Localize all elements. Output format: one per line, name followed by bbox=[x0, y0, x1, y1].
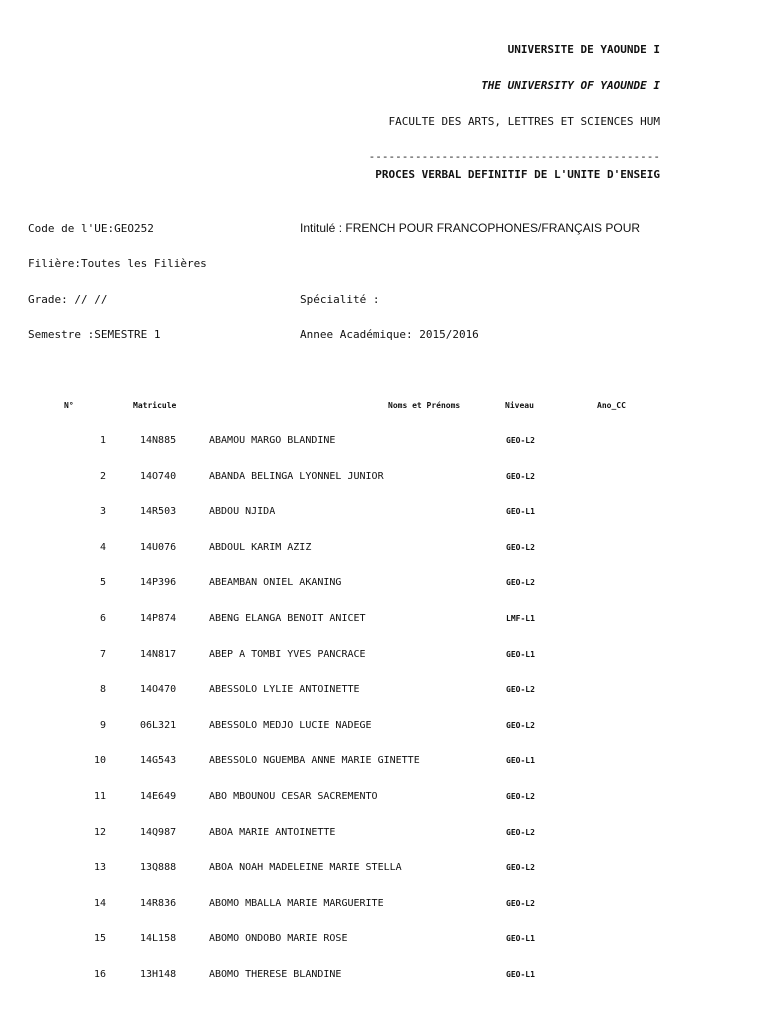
row-student-name: ABDOUL KARIM AZIZ bbox=[209, 542, 312, 553]
ue-title: Intitulé : FRENCH POUR FRANCOPHONES/FRANÇAIS POUR bbox=[300, 221, 641, 235]
row-niveau: GEO-L2 bbox=[506, 543, 535, 552]
col-header-ano-cc: Ano_CC bbox=[597, 401, 626, 410]
faculty-name: FACULTE DES ARTS, LETTRES ET SCIENCES HUM bbox=[388, 115, 660, 128]
row-student-name: ABENG ELANGA BENOIT ANICET bbox=[209, 613, 366, 624]
document-title: PROCES VERBAL DEFINITIF DE L'UNITE D'ENSEIG bbox=[375, 168, 660, 181]
row-matricule: 14U076 bbox=[140, 542, 177, 553]
row-niveau: GEO-L2 bbox=[506, 578, 535, 587]
filiere: Filière:Toutes les Filières bbox=[28, 257, 207, 270]
row-matricule: 14E649 bbox=[140, 791, 177, 802]
row-number: 3 bbox=[99, 506, 106, 517]
row-number: 9 bbox=[99, 720, 106, 731]
row-matricule: 06L321 bbox=[140, 720, 177, 731]
row-number: 5 bbox=[99, 577, 106, 588]
row-number: 2 bbox=[99, 471, 106, 482]
row-number: 6 bbox=[99, 613, 106, 624]
annee-academique: Annee Académique: 2015/2016 bbox=[300, 328, 479, 341]
row-student-name: ABDOU NJIDA bbox=[209, 506, 276, 517]
row-number: 13 bbox=[93, 862, 106, 873]
row-niveau: GEO-L1 bbox=[506, 756, 535, 765]
row-niveau: GEO-L2 bbox=[506, 792, 535, 801]
row-number: 14 bbox=[93, 898, 106, 909]
row-niveau: LMF-L1 bbox=[506, 614, 535, 623]
row-student-name: ABOMO MBALLA MARIE MARGUERITE bbox=[209, 898, 384, 909]
university-name-fr: UNIVERSITE DE YAOUNDE I bbox=[507, 43, 660, 56]
row-student-name: ABOA NOAH MADELEINE MARIE STELLA bbox=[209, 862, 402, 873]
ue-code: Code de l'UE:GEO252 bbox=[28, 222, 154, 235]
row-matricule: 14Q987 bbox=[140, 827, 177, 838]
row-matricule: 14L158 bbox=[140, 933, 177, 944]
row-niveau: GEO-L2 bbox=[506, 472, 535, 481]
row-niveau: GEO-L2 bbox=[506, 863, 535, 872]
row-niveau: GEO-L2 bbox=[506, 899, 535, 908]
row-matricule: 14G543 bbox=[140, 755, 177, 766]
row-matricule: 13H148 bbox=[140, 969, 177, 980]
row-niveau: GEO-L1 bbox=[506, 507, 535, 516]
row-student-name: ABOMO THERESE BLANDINE bbox=[209, 969, 342, 980]
row-matricule: 14O740 bbox=[140, 471, 177, 482]
row-student-name: ABESSOLO MEDJO LUCIE NADEGE bbox=[209, 720, 372, 731]
row-student-name: ABEP A TOMBI YVES PANCRACE bbox=[209, 649, 366, 660]
row-student-name: ABOMO ONDOBO MARIE ROSE bbox=[209, 933, 348, 944]
row-number: 7 bbox=[99, 649, 106, 660]
row-number: 10 bbox=[93, 755, 106, 766]
row-niveau: GEO-L1 bbox=[506, 970, 535, 979]
row-matricule: 14O470 bbox=[140, 684, 177, 695]
row-matricule: 13Q888 bbox=[140, 862, 177, 873]
row-student-name: ABANDA BELINGA LYONNEL JUNIOR bbox=[209, 471, 384, 482]
col-header-matricule: Matricule bbox=[133, 401, 177, 410]
col-header-noms: Noms et Prénoms bbox=[388, 401, 461, 410]
row-matricule: 14R836 bbox=[140, 898, 177, 909]
row-niveau: GEO-L1 bbox=[506, 934, 535, 943]
row-matricule: 14N817 bbox=[140, 649, 177, 660]
row-student-name: ABOA MARIE ANTOINETTE bbox=[209, 827, 336, 838]
row-student-name: ABESSOLO NGUEMBA ANNE MARIE GINETTE bbox=[209, 755, 420, 766]
row-number: 12 bbox=[93, 827, 106, 838]
header-separator: -------------------------------------------- bbox=[368, 150, 660, 163]
row-number: 1 bbox=[99, 435, 106, 446]
university-name-en: THE UNIVERSITY OF YAOUNDE I bbox=[481, 79, 660, 92]
row-niveau: GEO-L2 bbox=[506, 721, 535, 730]
row-student-name: ABEAMBAN ONIEL AKANING bbox=[209, 577, 342, 588]
semestre: Semestre :SEMESTRE 1 bbox=[28, 328, 161, 341]
row-student-name: ABAMOU MARGO BLANDINE bbox=[209, 435, 336, 446]
row-student-name: ABESSOLO LYLIE ANTOINETTE bbox=[209, 684, 360, 695]
row-matricule: 14N885 bbox=[140, 435, 177, 446]
specialite: Spécialité : bbox=[300, 293, 380, 306]
row-niveau: GEO-L2 bbox=[506, 828, 535, 837]
row-number: 16 bbox=[93, 969, 106, 980]
row-number: 4 bbox=[99, 542, 106, 553]
row-matricule: 14R503 bbox=[140, 506, 177, 517]
row-matricule: 14P396 bbox=[140, 577, 177, 588]
row-number: 8 bbox=[99, 684, 106, 695]
col-header-niveau: Niveau bbox=[505, 401, 534, 410]
row-matricule: 14P874 bbox=[140, 613, 177, 624]
row-niveau: GEO-L2 bbox=[506, 685, 535, 694]
row-niveau: GEO-L2 bbox=[506, 436, 535, 445]
row-student-name: ABO MBOUNOU CESAR SACREMENTO bbox=[209, 791, 378, 802]
row-number: 11 bbox=[93, 791, 106, 802]
row-niveau: GEO-L1 bbox=[506, 650, 535, 659]
row-number: 15 bbox=[93, 933, 106, 944]
grade: Grade: // // bbox=[28, 293, 108, 306]
col-header-num: N° bbox=[64, 401, 74, 410]
